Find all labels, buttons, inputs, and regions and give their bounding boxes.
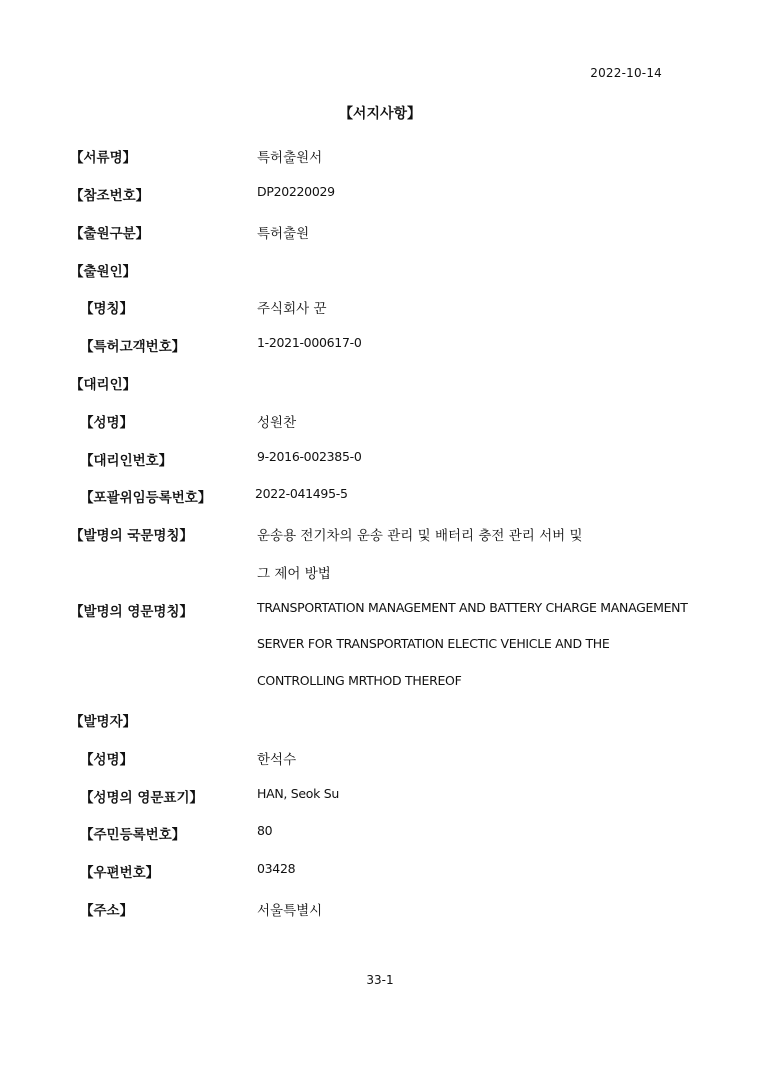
section-agent <box>0 373 760 393</box>
page-number: 33-1 <box>366 973 394 987</box>
field-label: 【주민등록번호】 <box>80 827 186 843</box>
field-value-line: CONTROLLING MRTHOD THEREOF <box>257 673 462 688</box>
field-value: 2022-041495-5 <box>255 486 348 501</box>
field-row-agent-number <box>0 449 760 469</box>
field-row-customer-number <box>0 335 760 355</box>
field-label: 【발명의 국문명칭】 <box>70 528 193 544</box>
field-row-application-type <box>0 222 760 242</box>
field-row-title-korean-continued <box>0 562 760 582</box>
section-label: 【발명자】 <box>70 714 137 730</box>
section-applicant <box>0 260 760 280</box>
field-row-document-name <box>0 146 760 166</box>
field-row-agent-name <box>0 411 760 431</box>
field-row-inventor-name-english <box>0 786 760 806</box>
page-title: 【서지사항】 <box>338 106 422 122</box>
field-label: 【참조번호】 <box>70 188 150 204</box>
field-row-inventor-name <box>0 748 760 768</box>
field-label: 【대리인번호】 <box>80 453 173 469</box>
field-label: 【주소】 <box>80 903 134 919</box>
field-row-title-english-continued <box>0 636 760 656</box>
field-value: 주식회사 꾼 <box>257 301 327 317</box>
field-row-title-korean <box>0 524 760 544</box>
field-value-line: 그 제어 방법 <box>257 566 331 582</box>
section-inventor <box>0 710 760 730</box>
field-label: 【우편번호】 <box>80 865 160 881</box>
field-value: 한석수 <box>257 752 297 768</box>
field-value: 1-2021-000617-0 <box>257 335 362 350</box>
field-value: 특허출원 <box>257 226 310 242</box>
field-row-resident-number <box>0 823 760 843</box>
section-label: 【출원인】 <box>70 264 137 280</box>
field-value: 서울특별시 <box>257 903 323 919</box>
field-row-postal-code <box>0 861 760 881</box>
field-value: 성원찬 <box>257 415 297 431</box>
field-value: DP20220029 <box>257 184 335 199</box>
field-value-line: SERVER FOR TRANSPORTATION ELECTIC VEHICLE AND THE <box>257 636 610 651</box>
field-row-reference-number <box>0 184 760 204</box>
field-label: 【출원구분】 <box>70 226 150 242</box>
section-label: 【대리인】 <box>70 377 137 393</box>
field-label: 【서류명】 <box>70 150 137 166</box>
field-label: 【성명】 <box>80 415 134 431</box>
field-value: HAN, Seok Su <box>257 786 339 801</box>
field-value: 80 <box>257 823 273 838</box>
field-value: 9-2016-002385-0 <box>257 449 362 464</box>
field-value: 03428 <box>257 861 296 876</box>
field-label: 【포괄위임등록번호】 <box>80 490 212 506</box>
field-row-title-english <box>0 600 760 620</box>
field-value-line: TRANSPORTATION MANAGEMENT AND BATTERY CHARGE MANAGEMENT <box>257 600 688 615</box>
field-value-line: 운송용 전기차의 운송 관리 및 배터리 충전 관리 서버 및 <box>257 528 583 544</box>
field-value: 특허출원서 <box>257 150 323 166</box>
field-label: 【명칭】 <box>80 301 134 317</box>
field-label: 【성명의 영문표기】 <box>80 790 203 806</box>
field-row-address <box>0 899 760 919</box>
field-row-applicant-name <box>0 297 760 317</box>
field-label: 【성명】 <box>80 752 134 768</box>
field-label: 【발명의 영문명칭】 <box>70 604 193 620</box>
field-row-title-english-continued <box>0 673 760 693</box>
field-label: 【특허고객번호】 <box>80 339 186 355</box>
field-row-power-of-attorney-number <box>0 486 760 506</box>
document-date: 2022-10-14 <box>590 66 662 80</box>
